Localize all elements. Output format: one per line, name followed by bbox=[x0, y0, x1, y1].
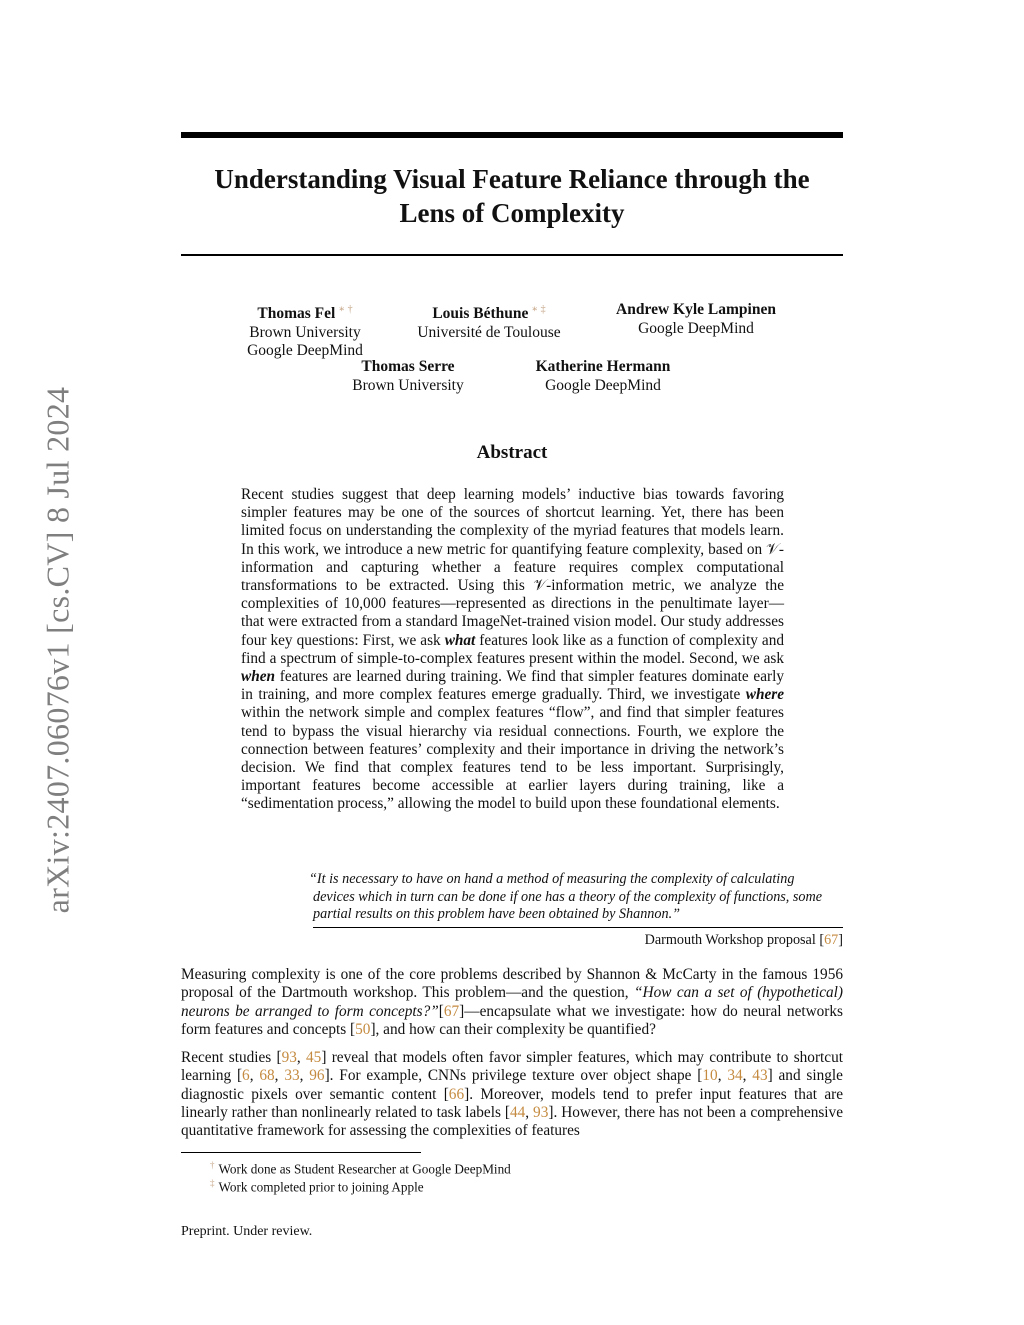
title-top-rule bbox=[181, 132, 843, 138]
abstract-emphasis: when bbox=[241, 668, 276, 686]
abstract-emphasis: what bbox=[444, 631, 476, 649]
author-affiliation: Brown University bbox=[352, 376, 464, 394]
author-affiliation: Google DeepMind bbox=[545, 376, 661, 394]
quote-source-text: ] bbox=[838, 932, 843, 948]
citation-link[interactable]: 33 bbox=[284, 1067, 300, 1085]
footnote-mark: † bbox=[210, 1160, 215, 1170]
abstract-span: Recent studies suggest that deep learning models’ inductive bias towards favoring simpler features may be one of the sources of shortcut learning. Yet, there has been limited focus on understanding the complexity of the myriad features that models learn. In this work, we introduce a new metric for quantifying feature complexity, based on 𝒱-information and capturing whether a feature requires complex computational transformations to be extracted. Using this 𝒱-information metric, we analyze the complexities of 10,000 features—represented as directions in the penultimate layer—that were extracted from a standard ImageNet-trained vision model. Our study addresses four key questions: First, we ask bbox=[241, 486, 784, 649]
body-span: Recent studies [ bbox=[181, 1049, 282, 1066]
author-name: Thomas Serre bbox=[361, 358, 455, 375]
citation-link[interactable]: 50 bbox=[355, 1020, 371, 1038]
title-line-2: Lens of Complexity bbox=[399, 198, 625, 228]
author-block bbox=[328, 358, 488, 395]
author-name: Thomas Fel bbox=[257, 305, 336, 323]
citation-link[interactable]: 67 bbox=[443, 1002, 460, 1020]
quote-line: devices which in turn can be done if one has a theory of the complexity of functions, some bbox=[313, 888, 823, 905]
quote-source bbox=[645, 932, 843, 949]
citation-link[interactable]: 44 bbox=[509, 1103, 526, 1121]
body-span: , bbox=[525, 1103, 534, 1121]
arxiv-stamp: arXiv:2407.06076v1 [cs.CV] 8 Jul 2024 bbox=[39, 386, 76, 914]
quote-line: partial results on this problem have been obtained by Shannon.” bbox=[313, 906, 681, 922]
quote-rule bbox=[313, 927, 843, 928]
author-affiliation: Brown University bbox=[249, 323, 361, 341]
citation-link[interactable]: 45 bbox=[306, 1049, 322, 1066]
citation-link[interactable]: 34 bbox=[727, 1067, 743, 1085]
body-span: [ bbox=[438, 1002, 444, 1020]
citation-link[interactable]: 10 bbox=[702, 1067, 718, 1085]
author-block bbox=[602, 301, 790, 338]
body-span: , bbox=[296, 1049, 307, 1066]
abstract-emphasis: where bbox=[745, 686, 784, 704]
footnote-rule bbox=[181, 1152, 421, 1153]
author-block bbox=[222, 301, 388, 361]
citation-link[interactable]: 66 bbox=[448, 1085, 465, 1103]
quote-line: “It is necessary to have on hand a method of measuring the complexity of calculating bbox=[309, 871, 795, 887]
body-span: ]. However, there has not been a comprehensive quantitative framework for assessing the complexities of features bbox=[181, 1103, 843, 1140]
title-bottom-rule bbox=[181, 254, 843, 256]
author-affiliation: Google DeepMind bbox=[247, 342, 363, 360]
quote-source-text: Darmouth Workshop proposal [ bbox=[644, 932, 825, 948]
author-name: Louis Béthune bbox=[432, 305, 529, 323]
citation-link[interactable]: 6 bbox=[242, 1067, 250, 1085]
body-span: ], and how can their complexity be quantified? bbox=[370, 1020, 656, 1038]
body-span: Measuring complexity is one of the core problems described by Shannon & McCarty in the famous 1956 proposal of the Dartmouth workshop. This problem—and the question, bbox=[181, 966, 843, 1002]
author-block bbox=[398, 301, 580, 342]
author-marks: ∗ ‡ bbox=[531, 304, 546, 315]
citation-link[interactable]: 96 bbox=[309, 1067, 325, 1085]
author-name: Katherine Hermann bbox=[535, 358, 671, 375]
footnote-text: Work completed prior to joining Apple bbox=[218, 1179, 424, 1195]
title-line-1: Understanding Visual Feature Reliance through the bbox=[214, 164, 810, 194]
citation-link[interactable]: 43 bbox=[752, 1067, 768, 1085]
body-paragraph bbox=[181, 966, 843, 1039]
paper-title bbox=[181, 162, 843, 230]
citation-link[interactable]: 93 bbox=[533, 1103, 549, 1121]
author-name: Andrew Kyle Lampinen bbox=[616, 301, 776, 318]
footnote bbox=[210, 1175, 424, 1195]
body-span: , bbox=[274, 1067, 285, 1085]
abstract-heading: Abstract bbox=[476, 442, 548, 463]
citation-link[interactable]: 68 bbox=[259, 1067, 275, 1085]
body-span: ]. For example, CNNs privilege texture over object shape [ bbox=[324, 1067, 703, 1085]
citation-link[interactable]: 67 bbox=[824, 932, 839, 948]
citation-link[interactable]: 93 bbox=[281, 1049, 297, 1066]
footnote-mark: ‡ bbox=[210, 1178, 215, 1188]
author-block bbox=[516, 358, 690, 395]
body-span: , bbox=[299, 1067, 310, 1085]
footnote-text: Work done as Student Researcher at Google DeepMind bbox=[218, 1161, 511, 1177]
body-paragraph bbox=[181, 1049, 843, 1140]
body-span: ] and single diagnostic pixels over semantic content [ bbox=[181, 1067, 843, 1103]
body-span: , bbox=[249, 1067, 260, 1085]
author-marks: ∗ † bbox=[338, 304, 353, 315]
preprint-note: Preprint. Under review. bbox=[181, 1224, 313, 1239]
abstract-span: features look like as a function of complexity and find a spectrum of simple-to-complex features present within the model. Second, we ask bbox=[241, 631, 784, 667]
author-affiliation: Université de Toulouse bbox=[417, 323, 561, 341]
epigraph-quote bbox=[309, 871, 845, 924]
body-span: , bbox=[742, 1067, 753, 1085]
abstract-text bbox=[241, 486, 784, 814]
body-italic: “How can a set of (hypothetical) neurons be arranged to form concepts?” bbox=[181, 984, 844, 1020]
body-span: ] reveal that models often favor simpler features, which may contribute to shortcut learning [ bbox=[181, 1049, 843, 1085]
body-span: , bbox=[717, 1067, 728, 1085]
abstract-span: within the network simple and complex features “flow”, and find that simpler features tend to bypass the visual hierarchy via residual connections. Fourth, we explore the connection between features’ complexity and their importance in driving the network’s decision. We find that complex features tend to be less important. Surprisingly, important features become accessible at earlier layers during training, like a “sedimentation process,” allowing the model to build upon these foundational elements. bbox=[241, 704, 784, 813]
body-span: ]. Moreover, models tend to prefer input features that are linearly rather than nonlinearly related to task labels [ bbox=[181, 1085, 844, 1121]
abstract-span: features are learned during training. We find that simpler features dominate early in training, and more complex features emerge gradually. Third, we investigate bbox=[241, 668, 784, 704]
body-span: ]—encapsulate what we investigate: how do neural networks form features and concepts [ bbox=[181, 1002, 843, 1038]
author-affiliation: Google DeepMind bbox=[638, 319, 754, 337]
